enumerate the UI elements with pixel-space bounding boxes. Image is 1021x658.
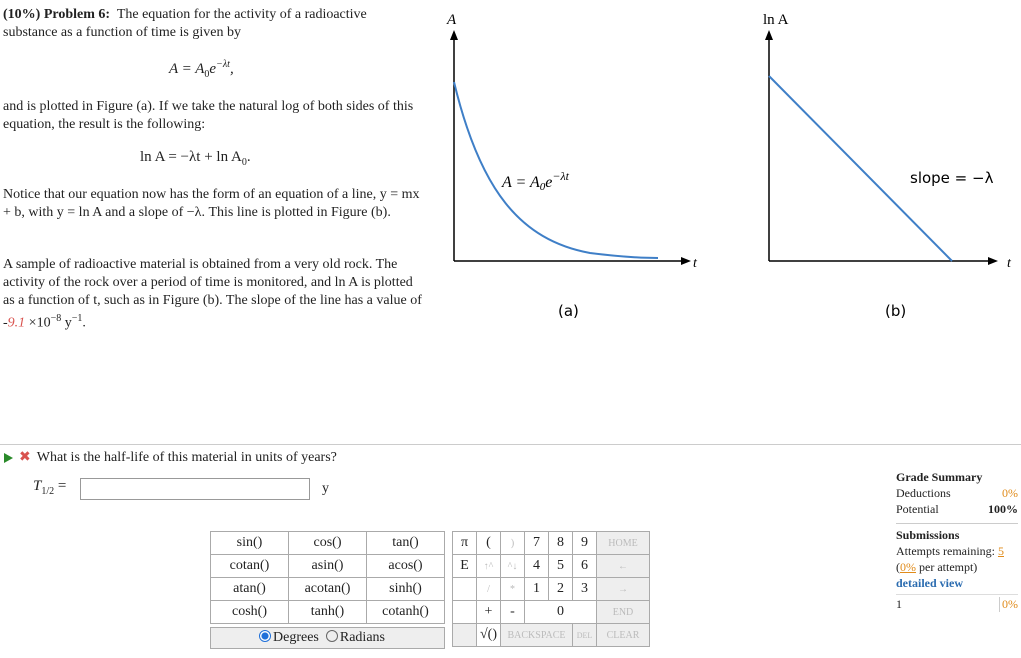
pi-button[interactable]: π [453,532,477,555]
atan-button[interactable]: atan() [211,578,289,601]
backspace-button[interactable]: BACKSPACE [501,624,573,647]
divide-button[interactable]: / [477,578,501,601]
right-arrow-button[interactable]: → [597,578,650,601]
del-button[interactable]: DEL [573,624,597,647]
function-keypad [210,531,445,624]
attempts-value: 5 [997,544,1004,558]
question-text: What is the half-life of this material in units of years? [36,450,337,465]
attempts-row: Attempts remaining: 5 [896,544,1004,558]
figure-b-y-arrow [765,30,773,40]
potential-value: 100% [988,502,1018,516]
cosh-button[interactable]: cosh() [211,601,289,624]
per-attempt: (0% per attempt) [896,560,978,574]
section-divider [0,444,1021,445]
figure-b-ylabel: ln A [763,12,789,28]
cos-button[interactable]: cos() [289,532,367,555]
end-button[interactable]: END [597,601,650,624]
problem-para-4: A sample of radioactive material is obtained from a very old rock. The activity of the rock over a period of time is monitored, and ln A is plotted as a function of t, such as in Figure (b). The slope of the line has a value of $-9.1 \times 10^{-8}$ $y^{-1}$. [3,257,422,331]
answer-unit: y [322,481,329,496]
key-4[interactable]: 4 [525,555,549,578]
submissions-title: Submissions [896,528,960,542]
open-paren-button[interactable]: ( [477,532,501,555]
plus-button[interactable]: + [477,601,501,624]
tan-button[interactable]: tan() [367,532,445,555]
close-paren-button[interactable]: ) [501,532,525,555]
problem-percent: (10%) [3,7,41,22]
figure-b-x-arrow [988,257,998,265]
potential-label: Potential [896,502,939,516]
problem-title: Problem 6: [43,7,111,22]
degrees-label: Degrees [273,630,319,645]
minus-button[interactable]: - [501,601,525,624]
sin-button[interactable]: sin() [211,532,289,555]
key-1[interactable]: 1 [525,578,549,601]
home-button[interactable]: HOME [597,532,650,555]
e-button[interactable]: E [453,555,477,578]
blank-key [453,578,477,601]
figure-b-xlabel: t [1007,256,1011,271]
detailed-view-link[interactable]: detailed view [896,576,963,590]
key-3[interactable]: 3 [573,578,597,601]
up-exp-button[interactable]: ↑^ [477,555,501,578]
down-exp-button[interactable]: ^↓ [501,555,525,578]
acos-button[interactable]: acos() [367,555,445,578]
grade-summary [896,470,1018,612]
acotan-button[interactable]: acotan() [289,578,367,601]
asin-button[interactable]: asin() [289,555,367,578]
left-arrow-button[interactable]: ← [597,555,650,578]
number-keypad [452,531,650,647]
cotan-button[interactable]: cotan() [211,555,289,578]
radians-label: Radians [339,630,385,645]
key-2[interactable]: 2 [549,578,573,601]
problem-para-3: Notice that our equation now has the form of an equation of a line, y = mx + b, with y = ln A and a slope of −λ. This line is plotted in Figure (b). [3,187,420,220]
key-5[interactable]: 5 [549,555,573,578]
multiply-button[interactable]: * [501,578,525,601]
sinh-button[interactable]: sinh() [367,578,445,601]
cotanh-button[interactable]: cotanh() [367,601,445,624]
sqrt-button[interactable]: √() [477,624,501,647]
equation-2: $\ln A = -\lambda t + \ln A_0$. [140,149,251,168]
degrees-radio[interactable] [259,630,271,642]
key-9[interactable]: 9 [573,532,597,555]
deductions-label: Deductions [896,486,951,500]
figure-a-xlabel: t [693,256,697,271]
figure-a-ylabel: A [447,12,457,28]
figure-b-slope-label: slope = −λ [910,169,994,187]
figure-b-caption: (b) [885,302,907,320]
key-6[interactable]: 6 [573,555,597,578]
key-7[interactable]: 7 [525,532,549,555]
key-0[interactable]: 0 [525,601,597,624]
figure-a [440,0,720,330]
problem-para-2: and is plotted in Figure (a). If we take the natural log of both sides of this equation, the result is the following: [3,99,414,132]
figure-a-y-arrow [450,30,458,40]
problem-intro: The equation for the activity of a radioactive substance as a function of time is given by [3,7,367,40]
answer-input[interactable] [80,478,310,500]
figure-a-eq-label: $A = A0e^{-\lambda t}$ [502,169,570,193]
play-icon[interactable] [4,453,13,463]
radians-radio[interactable] [326,630,338,642]
equation-1: $A = A_0e^{-\lambda t}$, [169,59,234,80]
deductions-value: 0% [1002,486,1018,500]
blank-key [453,601,477,624]
blank-key [453,624,477,647]
figure-a-x-arrow [681,257,691,265]
slope-value: 9.1 [7,315,26,331]
submission-row: 1 0% [896,594,1018,612]
problem-text [3,6,423,333]
key-8[interactable]: 8 [549,532,573,555]
question-row [4,449,337,466]
angle-mode-row [210,627,445,649]
incorrect-x-icon: ✖ [19,449,31,465]
tanh-button[interactable]: tanh() [289,601,367,624]
figure-a-caption: (a) [558,302,579,320]
answer-label: $T_{1/2}$ = [33,478,67,497]
figure-b [750,0,1021,330]
grade-summary-title: Grade Summary [896,470,983,484]
clear-button[interactable]: CLEAR [597,624,650,647]
